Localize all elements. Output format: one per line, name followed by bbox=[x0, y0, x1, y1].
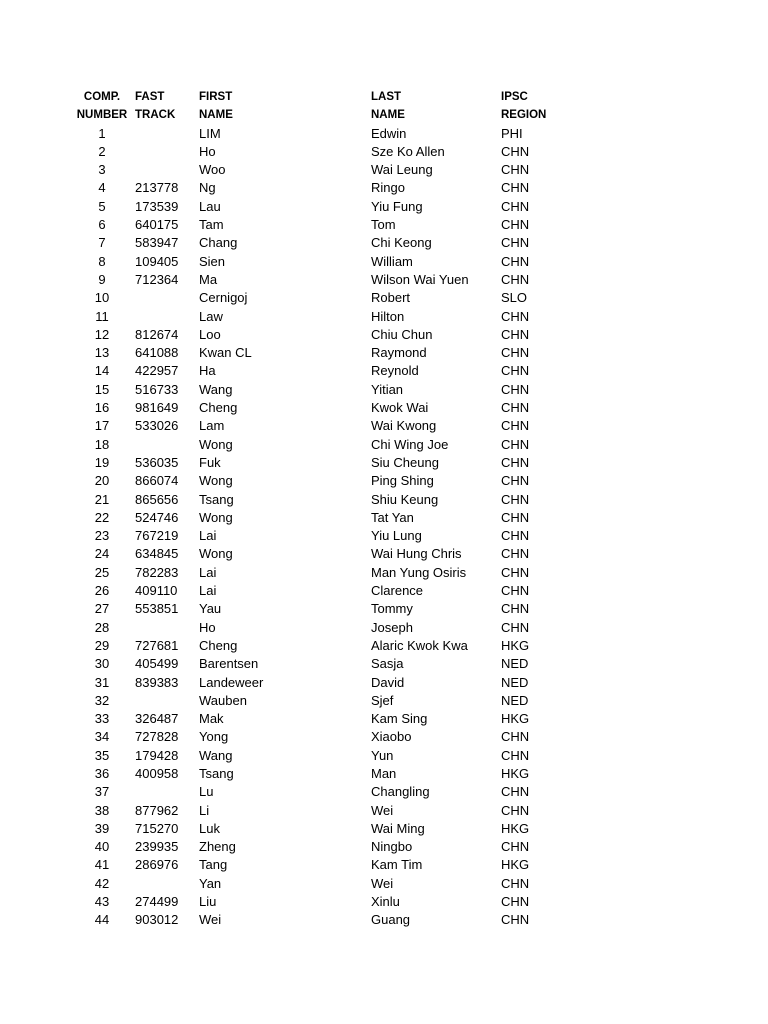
cell-first-name: Zheng bbox=[199, 839, 236, 855]
cell-first-name: LIM bbox=[199, 125, 221, 141]
cell-comp-number: 19 bbox=[94, 454, 110, 470]
cell-comp-number: 39 bbox=[94, 820, 110, 836]
cell-first-name: Lai bbox=[199, 583, 217, 599]
cell-fast-track: 536035 bbox=[135, 454, 179, 470]
cell-comp-number: 28 bbox=[94, 619, 110, 635]
cell-last-name: Yiu Fung bbox=[371, 198, 423, 214]
cell-first-name: Lai bbox=[199, 564, 217, 580]
cell-last-name: Chiu Chun bbox=[371, 326, 433, 342]
cell-first-name: Wang bbox=[199, 747, 233, 763]
cell-first-name: Ho bbox=[199, 143, 216, 159]
cell-ipsc-region: CHN bbox=[501, 198, 530, 214]
cell-last-name: Kam Tim bbox=[371, 857, 423, 873]
cell-first-name: Tsang bbox=[199, 491, 234, 507]
cell-ipsc-region: CHN bbox=[501, 235, 530, 251]
cell-comp-number: 40 bbox=[94, 839, 110, 855]
cell-fast-track bbox=[132, 308, 198, 326]
cell-ipsc-region: CHN bbox=[501, 473, 530, 489]
cell-comp-number: 30 bbox=[94, 656, 110, 672]
cell-first-name: Law bbox=[199, 308, 223, 324]
cell-first-name: Ma bbox=[199, 271, 218, 287]
cell-comp-number: 29 bbox=[94, 637, 110, 653]
cell-fast-track: 782283 bbox=[135, 564, 179, 580]
cell-fast-track: 524746 bbox=[135, 509, 179, 525]
cell-ipsc-region: CHN bbox=[501, 619, 530, 635]
cell-last-name: William bbox=[371, 253, 413, 269]
cell-last-name: Sasja bbox=[371, 656, 404, 672]
cell-fast-track: 712364 bbox=[135, 271, 179, 287]
cell-fast-track: 286976 bbox=[135, 857, 179, 873]
cell-ipsc-region: CHN bbox=[501, 436, 530, 452]
cell-last-name: Wilson Wai Yuen bbox=[371, 271, 469, 287]
cell-first-name: Wong bbox=[199, 546, 233, 562]
cell-last-name: Ningbo bbox=[371, 839, 413, 855]
cell-comp-number: 13 bbox=[94, 345, 110, 361]
cell-fast-track bbox=[132, 692, 198, 710]
cell-comp-number: 41 bbox=[94, 857, 110, 873]
cell-comp-number: 11 bbox=[95, 308, 109, 324]
cell-fast-track: 422957 bbox=[135, 363, 179, 379]
cell-fast-track: 553851 bbox=[135, 601, 179, 617]
cell-comp-number: 23 bbox=[94, 528, 110, 544]
cell-ipsc-region: CHN bbox=[501, 217, 530, 233]
cell-first-name: Wong bbox=[199, 473, 233, 489]
cell-first-name: Wang bbox=[199, 381, 233, 397]
cell-ipsc-region: CHN bbox=[501, 747, 530, 763]
cell-last-name: Edwin bbox=[371, 125, 407, 141]
cell-ipsc-region: HKG bbox=[501, 711, 530, 727]
cell-comp-number: 3 bbox=[98, 162, 106, 178]
cell-first-name: Ho bbox=[199, 619, 216, 635]
cell-last-name: Wai Ming bbox=[371, 820, 425, 836]
cell-fast-track: 727681 bbox=[135, 637, 179, 653]
cell-last-name: Shiu Keung bbox=[371, 491, 439, 507]
cell-comp-number: 25 bbox=[94, 564, 110, 580]
cell-comp-number: 32 bbox=[94, 692, 110, 708]
table-row bbox=[72, 326, 561, 344]
table-row bbox=[72, 253, 561, 271]
cell-comp-number: 17 bbox=[94, 418, 110, 434]
cell-ipsc-region: CHN bbox=[501, 784, 530, 800]
cell-comp-number: 2 bbox=[98, 143, 106, 159]
cell-comp-number: 36 bbox=[94, 765, 110, 781]
cell-ipsc-region: CHN bbox=[501, 143, 530, 159]
cell-first-name: Cheng bbox=[199, 400, 238, 416]
cell-last-name: Joseph bbox=[371, 619, 413, 635]
cell-first-name: Luk bbox=[199, 820, 220, 836]
table-row bbox=[72, 875, 561, 893]
cell-first-name: Landeweer bbox=[199, 674, 264, 690]
cell-fast-track: 405499 bbox=[135, 656, 179, 672]
cell-ipsc-region: CHN bbox=[501, 894, 530, 910]
cell-ipsc-region: CHN bbox=[501, 546, 530, 562]
cell-last-name: Xiaobo bbox=[371, 729, 412, 745]
table-row bbox=[72, 655, 561, 673]
cell-ipsc-region: CHN bbox=[501, 326, 530, 342]
cell-last-name: Tommy bbox=[371, 601, 413, 617]
cell-comp-number: 26 bbox=[94, 583, 110, 599]
cell-last-name: Wei bbox=[371, 875, 394, 891]
cell-comp-number: 24 bbox=[94, 546, 110, 562]
cell-last-name: Chi Wing Joe bbox=[371, 436, 449, 452]
cell-comp-number: 15 bbox=[94, 381, 110, 397]
cell-fast-track: 839383 bbox=[135, 674, 179, 690]
cell-fast-track: 179428 bbox=[135, 747, 179, 763]
table-row bbox=[72, 381, 561, 399]
cell-last-name: David bbox=[371, 674, 405, 690]
table-row bbox=[72, 234, 561, 252]
table-header bbox=[72, 88, 561, 125]
cell-ipsc-region: CHN bbox=[501, 381, 530, 397]
cell-first-name: Liu bbox=[199, 894, 217, 910]
cell-last-name: Kwok Wai bbox=[371, 400, 429, 416]
cell-ipsc-region: HKG bbox=[501, 857, 530, 873]
cell-ipsc-region: CHN bbox=[501, 875, 530, 891]
cell-comp-number: 4 bbox=[98, 180, 106, 196]
cell-comp-number: 5 bbox=[98, 198, 106, 214]
cell-fast-track: 640175 bbox=[135, 217, 179, 233]
cell-fast-track: 634845 bbox=[135, 546, 179, 562]
cell-first-name: Lam bbox=[199, 418, 225, 434]
cell-ipsc-region: SLO bbox=[501, 290, 528, 306]
cell-ipsc-region: CHN bbox=[501, 601, 530, 617]
cell-last-name: Kam Sing bbox=[371, 711, 428, 727]
cell-last-name: Wai Leung bbox=[371, 162, 433, 178]
cell-last-name: Sze Ko Allen bbox=[371, 143, 445, 159]
header-ipsc-region-line2: REGION bbox=[501, 109, 547, 122]
cell-comp-number: 42 bbox=[94, 875, 110, 891]
table-row bbox=[72, 765, 561, 783]
table-row bbox=[72, 491, 561, 509]
cell-fast-track: 865656 bbox=[135, 491, 179, 507]
cell-ipsc-region: CHN bbox=[501, 509, 530, 525]
table-row bbox=[72, 582, 561, 600]
header-fast-track-line2: TRACK bbox=[135, 109, 176, 122]
table-row bbox=[72, 747, 561, 765]
cell-ipsc-region: HKG bbox=[501, 820, 530, 836]
cell-ipsc-region: CHN bbox=[501, 528, 530, 544]
cell-last-name: Ping Shing bbox=[371, 473, 434, 489]
cell-comp-number: 18 bbox=[94, 436, 110, 452]
cell-comp-number: 10 bbox=[94, 290, 110, 306]
cell-first-name: Lai bbox=[199, 528, 217, 544]
cell-ipsc-region: PHI bbox=[501, 125, 523, 141]
competitor-table bbox=[72, 88, 561, 930]
table-row bbox=[72, 838, 561, 856]
cell-comp-number: 6 bbox=[98, 217, 106, 233]
table-row bbox=[72, 619, 561, 637]
cell-comp-number: 35 bbox=[94, 747, 110, 763]
cell-first-name: Yong bbox=[199, 729, 229, 745]
cell-fast-track: 641088 bbox=[135, 345, 179, 361]
cell-comp-number: 22 bbox=[94, 509, 110, 525]
cell-comp-number: 44 bbox=[94, 912, 110, 928]
cell-fast-track: 877962 bbox=[135, 802, 179, 818]
cell-first-name: Woo bbox=[199, 162, 226, 178]
cell-comp-number: 21 bbox=[94, 491, 110, 507]
cell-last-name: Man Yung Osiris bbox=[371, 564, 467, 580]
cell-comp-number: 43 bbox=[94, 894, 110, 910]
cell-last-name: Tat Yan bbox=[371, 509, 414, 525]
cell-ipsc-region: CHN bbox=[501, 253, 530, 269]
cell-fast-track: 213778 bbox=[135, 180, 179, 196]
cell-first-name: Loo bbox=[199, 326, 221, 342]
header-first-name-line2: NAME bbox=[199, 109, 233, 122]
cell-last-name: Guang bbox=[371, 912, 411, 928]
cell-last-name: Reynold bbox=[371, 363, 419, 379]
cell-first-name: Ng bbox=[199, 180, 216, 196]
header-row-2 bbox=[72, 106, 561, 124]
table-row bbox=[72, 454, 561, 472]
cell-last-name: Raymond bbox=[371, 345, 427, 361]
table-row bbox=[72, 783, 561, 801]
cell-ipsc-region: NED bbox=[501, 656, 529, 672]
cell-last-name: Yitian bbox=[371, 381, 404, 397]
cell-first-name: Tsang bbox=[199, 765, 234, 781]
cell-fast-track bbox=[132, 161, 198, 179]
cell-first-name: Barentsen bbox=[199, 656, 259, 672]
table-row bbox=[72, 271, 561, 289]
cell-fast-track: 173539 bbox=[135, 198, 179, 214]
table-row bbox=[72, 802, 561, 820]
header-last-name-line1: LAST bbox=[371, 91, 402, 103]
table-row bbox=[72, 856, 561, 874]
cell-first-name: Mak bbox=[199, 711, 224, 727]
cell-ipsc-region: CHN bbox=[501, 345, 530, 361]
cell-last-name: Changling bbox=[371, 784, 430, 800]
cell-ipsc-region: CHN bbox=[501, 912, 530, 928]
table-row bbox=[72, 289, 561, 307]
table-row bbox=[72, 600, 561, 618]
cell-last-name: Yiu Lung bbox=[371, 528, 422, 544]
cell-first-name: Li bbox=[199, 802, 210, 818]
cell-ipsc-region: CHN bbox=[501, 308, 530, 324]
table-row bbox=[72, 674, 561, 692]
cell-ipsc-region: CHN bbox=[501, 400, 530, 416]
header-comp-number-line1: COMP. bbox=[83, 91, 121, 103]
header-last-name-line2: NAME bbox=[371, 109, 405, 122]
cell-last-name: Hilton bbox=[371, 308, 405, 324]
cell-ipsc-region: CHN bbox=[501, 802, 530, 818]
table-row bbox=[72, 216, 561, 234]
cell-ipsc-region: NED bbox=[501, 692, 529, 708]
cell-last-name: Xinlu bbox=[371, 894, 400, 910]
cell-fast-track bbox=[132, 289, 198, 307]
cell-comp-number: 27 bbox=[94, 601, 110, 617]
table-row bbox=[72, 637, 561, 655]
cell-ipsc-region: CHN bbox=[501, 491, 530, 507]
cell-first-name: Tam bbox=[199, 217, 224, 233]
cell-last-name: Sjef bbox=[371, 692, 394, 708]
cell-fast-track bbox=[132, 143, 198, 161]
table-row bbox=[72, 893, 561, 911]
cell-comp-number: 33 bbox=[94, 711, 110, 727]
cell-first-name: Lau bbox=[199, 198, 221, 214]
cell-first-name: Yau bbox=[199, 601, 222, 617]
cell-fast-track: 583947 bbox=[135, 235, 179, 251]
cell-ipsc-region: CHN bbox=[501, 564, 530, 580]
cell-comp-number: 37 bbox=[94, 784, 110, 800]
table-row bbox=[72, 198, 561, 216]
cell-ipsc-region: NED bbox=[501, 674, 529, 690]
table-row bbox=[72, 820, 561, 838]
cell-first-name: Wong bbox=[199, 509, 233, 525]
cell-ipsc-region: CHN bbox=[501, 729, 530, 745]
cell-comp-number: 1 bbox=[98, 125, 106, 141]
table-row bbox=[72, 564, 561, 582]
table-row bbox=[72, 728, 561, 746]
cell-last-name: Yun bbox=[371, 747, 394, 763]
header-comp-number-line2: NUMBER bbox=[76, 109, 128, 122]
table-row bbox=[72, 161, 561, 179]
cell-first-name: Sien bbox=[199, 253, 226, 269]
cell-fast-track: 727828 bbox=[135, 729, 179, 745]
cell-last-name: Robert bbox=[371, 290, 411, 306]
cell-last-name: Wai Kwong bbox=[371, 418, 437, 434]
cell-first-name: Wei bbox=[199, 912, 222, 928]
cell-fast-track bbox=[132, 436, 198, 454]
cell-comp-number: 8 bbox=[98, 253, 106, 269]
header-first-name-line1: FIRST bbox=[199, 91, 233, 103]
cell-comp-number: 20 bbox=[94, 473, 110, 489]
cell-fast-track: 812674 bbox=[135, 326, 179, 342]
table-row bbox=[72, 527, 561, 545]
cell-last-name: Alaric Kwok Kwa bbox=[371, 637, 468, 653]
cell-fast-track bbox=[132, 783, 198, 801]
table-row bbox=[72, 472, 561, 490]
cell-first-name: Wong bbox=[199, 436, 233, 452]
cell-fast-track bbox=[132, 875, 198, 893]
cell-ipsc-region: CHN bbox=[501, 454, 530, 470]
cell-last-name: Tom bbox=[371, 217, 396, 233]
cell-fast-track: 767219 bbox=[135, 528, 179, 544]
cell-first-name: Wauben bbox=[199, 692, 247, 708]
table-row bbox=[72, 436, 561, 454]
cell-last-name: Man bbox=[371, 765, 397, 781]
table-row bbox=[72, 143, 561, 161]
cell-last-name: Wei bbox=[371, 802, 394, 818]
cell-fast-track: 274499 bbox=[135, 894, 179, 910]
table-row bbox=[72, 344, 561, 362]
cell-first-name: Tang bbox=[199, 857, 228, 873]
cell-ipsc-region: HKG bbox=[501, 637, 530, 653]
table-row bbox=[72, 125, 561, 143]
cell-comp-number: 9 bbox=[98, 271, 106, 287]
cell-last-name: Ringo bbox=[371, 180, 405, 196]
table-row bbox=[72, 692, 561, 710]
cell-fast-track: 903012 bbox=[135, 912, 179, 928]
cell-first-name: Lu bbox=[199, 784, 214, 800]
cell-fast-track bbox=[132, 619, 198, 637]
cell-ipsc-region: CHN bbox=[501, 271, 530, 287]
cell-ipsc-region: CHN bbox=[501, 583, 530, 599]
cell-fast-track: 409110 bbox=[135, 583, 178, 599]
table-row bbox=[72, 911, 561, 929]
cell-last-name: Siu Cheung bbox=[371, 454, 439, 470]
cell-ipsc-region: CHN bbox=[501, 363, 530, 379]
cell-fast-track: 400958 bbox=[135, 765, 179, 781]
table-row bbox=[72, 545, 561, 563]
table-row bbox=[72, 417, 561, 435]
cell-fast-track: 533026 bbox=[135, 418, 179, 434]
cell-first-name: Cernigoj bbox=[199, 290, 248, 306]
cell-fast-track: 866074 bbox=[135, 473, 179, 489]
cell-comp-number: 7 bbox=[98, 235, 106, 251]
cell-last-name: Chi Keong bbox=[371, 235, 432, 251]
table-row bbox=[72, 362, 561, 380]
header-ipsc-region-line1: IPSC bbox=[501, 91, 528, 103]
cell-fast-track bbox=[132, 125, 198, 143]
cell-fast-track: 326487 bbox=[135, 711, 179, 727]
cell-first-name: Chang bbox=[199, 235, 238, 251]
cell-ipsc-region: CHN bbox=[501, 839, 530, 855]
table-body bbox=[72, 125, 561, 930]
competitor-sheet bbox=[72, 88, 561, 930]
cell-first-name: Cheng bbox=[199, 637, 238, 653]
cell-fast-track: 715270 bbox=[135, 820, 179, 836]
cell-comp-number: 14 bbox=[94, 363, 110, 379]
cell-comp-number: 34 bbox=[94, 729, 110, 745]
header-row-1 bbox=[72, 88, 561, 106]
table-row bbox=[72, 509, 561, 527]
cell-last-name: Wai Hung Chris bbox=[371, 546, 462, 562]
cell-comp-number: 16 bbox=[94, 400, 110, 416]
table-row bbox=[72, 179, 561, 197]
table-row bbox=[72, 399, 561, 417]
cell-first-name: Ha bbox=[199, 363, 216, 379]
table-row bbox=[72, 308, 561, 326]
cell-first-name: Fuk bbox=[199, 454, 221, 470]
cell-last-name: Clarence bbox=[371, 583, 424, 599]
cell-ipsc-region: CHN bbox=[501, 418, 530, 434]
cell-first-name: Kwan CL bbox=[199, 345, 252, 361]
cell-ipsc-region: CHN bbox=[501, 162, 530, 178]
cell-fast-track: 109405 bbox=[135, 253, 179, 269]
cell-comp-number: 38 bbox=[94, 802, 110, 818]
cell-fast-track: 981649 bbox=[135, 400, 179, 416]
cell-comp-number: 31 bbox=[94, 674, 110, 690]
cell-fast-track: 239935 bbox=[135, 839, 179, 855]
cell-fast-track: 516733 bbox=[135, 381, 179, 397]
header-fast-track-line1: FAST bbox=[135, 91, 165, 103]
cell-first-name: Yan bbox=[199, 875, 222, 891]
table-row bbox=[72, 710, 561, 728]
cell-ipsc-region: CHN bbox=[501, 180, 530, 196]
cell-ipsc-region: HKG bbox=[501, 765, 530, 781]
cell-comp-number: 12 bbox=[94, 326, 110, 342]
